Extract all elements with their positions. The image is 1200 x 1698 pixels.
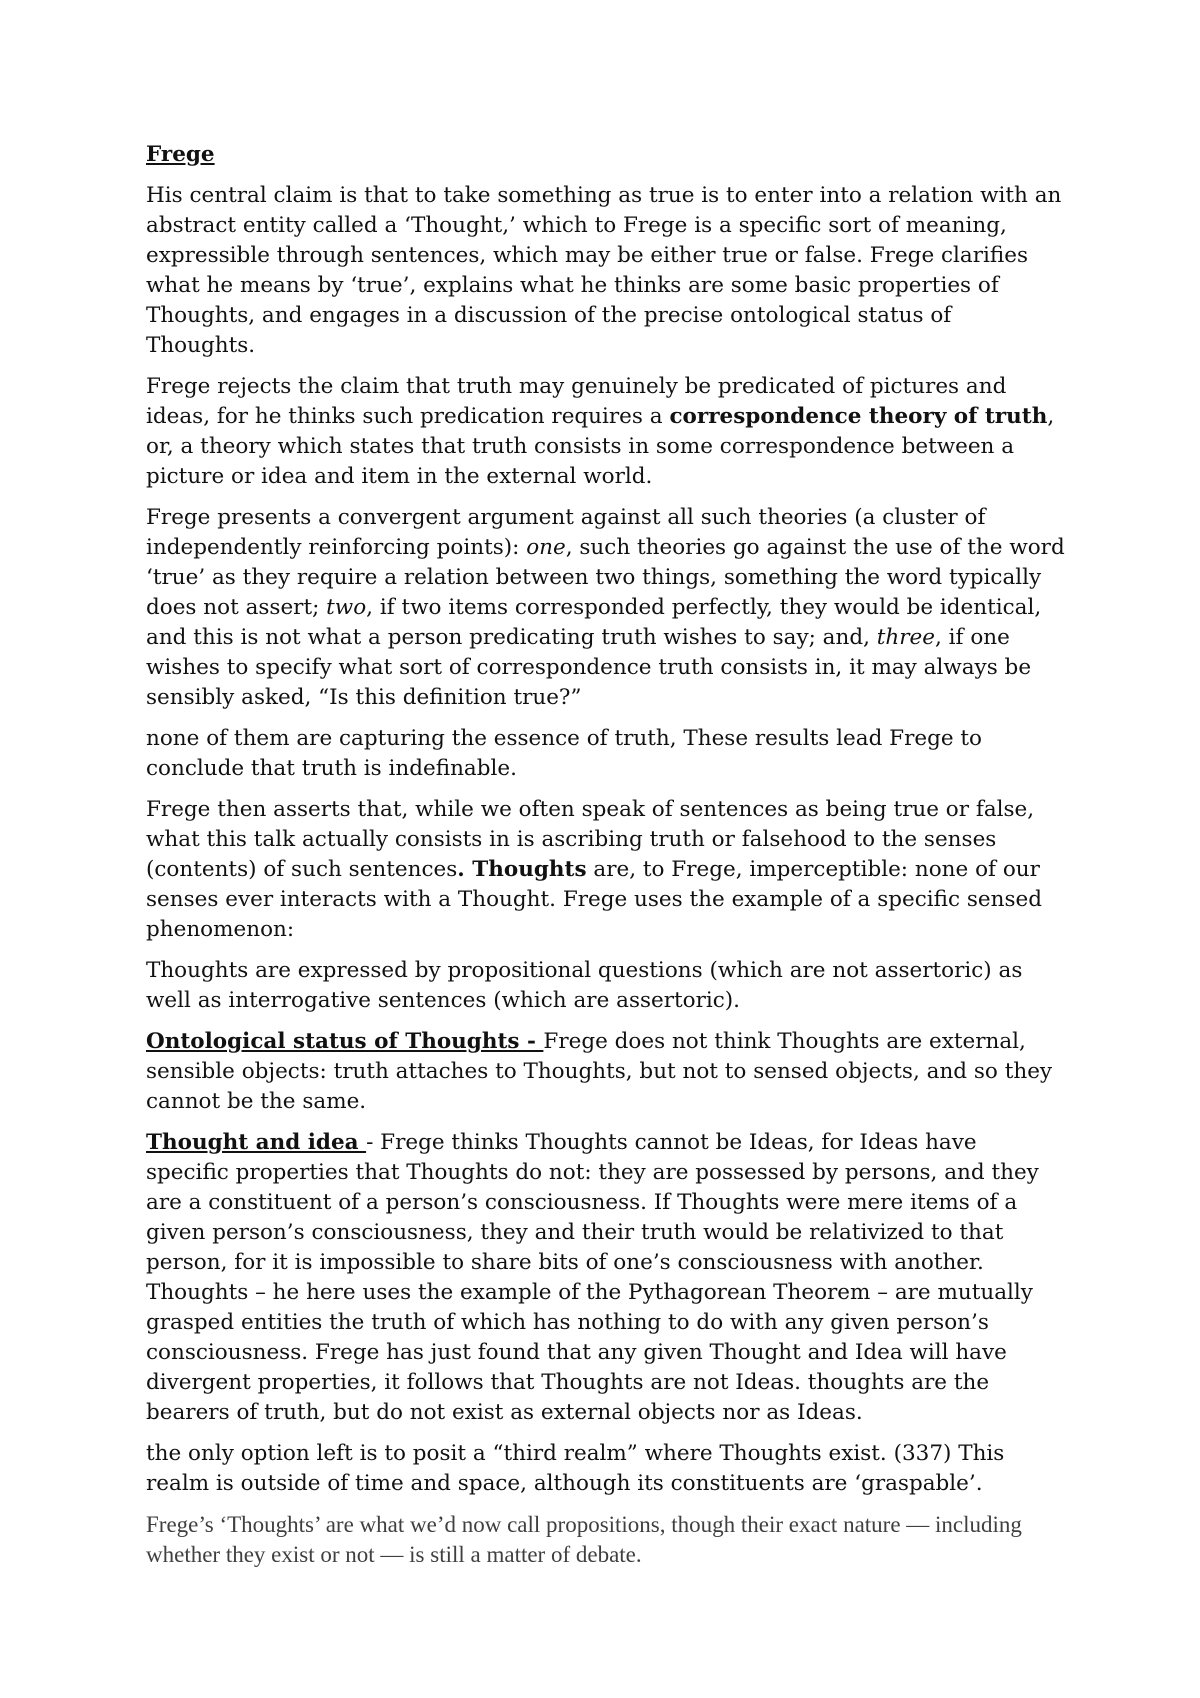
italic-one: one: [526, 535, 566, 560]
italic-three: three: [876, 625, 935, 650]
text-run: , if two items corresponded perfectly, they would be identical, and this is not what a person predicating truth wishes to say; and,: [146, 595, 1042, 650]
document-page: [146, 140, 1066, 1581]
text-run: , if one wishes to specify what sort of correspondence truth consists in, it may always be sensibly asked, “Is this definition true?”: [146, 625, 1032, 710]
text-run: , or, a theory which states that truth consists in some correspondence between a picture or idea and item in the external world.: [146, 404, 1055, 489]
paragraph-thought-and-idea: [146, 1128, 1066, 1428]
bold-term-correspondence-theory: correspondence theory of truth: [669, 404, 1048, 429]
text-run: - Frege thinks Thoughts cannot be Ideas, for Ideas have specific properties that Thoughts do not: they are possessed by persons, and they are a constituent of a person’s consciousness. If Thoughts were mere items of a given person’s consciousness, they and their truth would be relativized to that person, for it is impossible to share bits of one’s consciousness with another. Thoughts – he here uses the example of the Pythagorean Theorem – are mutually grasped entities the truth of which has nothing to do with any given person’s consciousness. Frege has just found that any given Thought and Idea will have divergent properties, it follows that Thoughts are not Ideas. thoughts are the bearers of truth, but do not exist as external objects nor as Ideas.: [146, 1130, 1039, 1425]
inline-heading-thought-and-idea: Thought and idea: [146, 1130, 367, 1155]
text-run: Frege presents a convergent argument against all such theories (a cluster of independently reinforcing points):: [146, 505, 986, 560]
paragraph-central-claim: His central claim is that to take something as true is to enter into a relation with an abstract entity called a ‘Thought,’ which to Frege is a specific sort of meaning, expressible through sentences, which may be either true or false. Frege clarifies what he means by ‘true’, explains what he thinks are some basic properties of Thoughts, and engages in a discussion of the precise ontological status of Thoughts.: [146, 183, 1062, 358]
text-run: Frege does not think Thoughts are external, sensible objects: truth attaches to Thoughts, but not to sensed objects, and so they cannot be the same.: [146, 1029, 1053, 1114]
text-run: Frege rejects the claim that truth may genuinely be predicated of pictures and ideas, for he thinks such predication requires a: [146, 374, 1007, 429]
text-run: Frege then asserts that, while we often speak of sentences as being true or false, what this talk actually consists in is ascribing truth or falsehood to the senses (contents) of such sentences: [146, 797, 1035, 882]
inline-heading-ontological-status: Ontological status of Thoughts -: [146, 1029, 544, 1054]
paragraph-third-realm: the only option left is to posit a “third realm” where Thoughts exist. (337) This realm is outside of time and space, although its constituents are ‘graspable’.: [146, 1441, 1005, 1496]
paragraph-ontological-status: [146, 1027, 1066, 1117]
document-title: Frege: [146, 142, 215, 167]
paragraph-correspondence: [146, 372, 1066, 492]
paragraph-propositions-note: Frege’s ‘Thoughts’ are what we’d now call propositions, though their exact nature — including whether they exist or not — is still a matter of debate.: [146, 1512, 1022, 1567]
paragraph-indefinable: none of them are capturing the essence of truth, These results lead Frege to conclude that truth is indefinable.: [146, 726, 982, 781]
italic-two: two: [326, 595, 367, 620]
text-run: , such theories go against the use of the word ‘true’ as they require a relation between two things, something the word typically does not assert;: [146, 535, 1065, 620]
paragraph-convergent-argument: [146, 503, 1066, 713]
paragraph-senses: [146, 795, 1066, 945]
text-run: are, to Frege, imperceptible: none of our senses ever interacts with a Thought. Frege uses the example of a specific sensed phenomenon:: [146, 857, 1042, 942]
bold-term-thoughts: . Thoughts: [457, 857, 587, 882]
paragraph-expressed: Thoughts are expressed by propositional questions (which are not assertoric) as well as interrogative sentences (which are assertoric).: [146, 958, 1023, 1013]
